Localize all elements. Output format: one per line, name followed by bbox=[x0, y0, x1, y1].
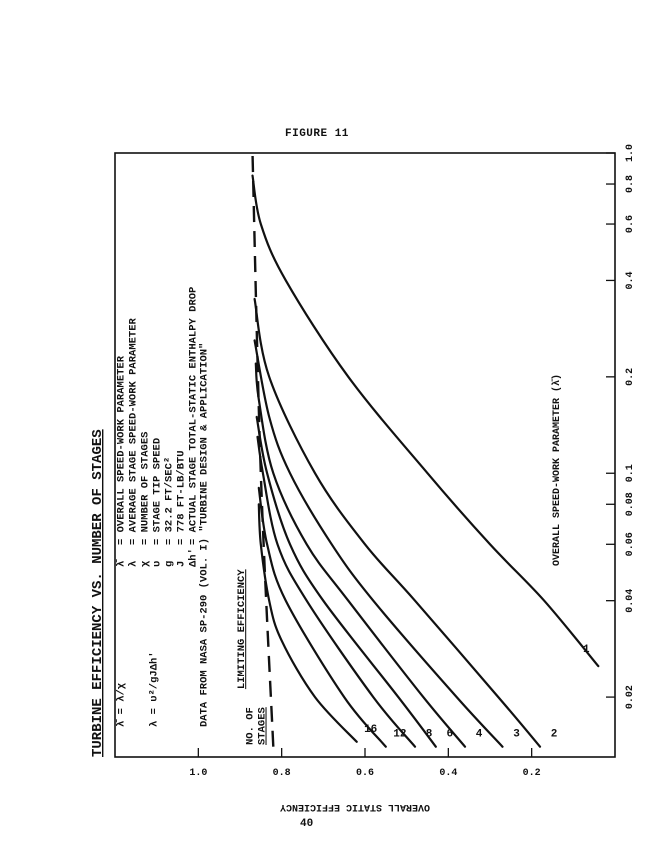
definition-text: = STAGE TIP SPEED bbox=[151, 437, 164, 545]
curve-label-6: 6 bbox=[446, 728, 454, 741]
curve-label-2: 2 bbox=[550, 728, 558, 741]
x-tick-label: 0.06 bbox=[625, 532, 636, 557]
x-tick-label: 0.1 bbox=[625, 464, 636, 483]
curve-16-stages bbox=[259, 504, 357, 742]
y-tick-label-group bbox=[439, 768, 457, 779]
definition-symbol: λ bbox=[127, 560, 140, 567]
definition-text: = 32.2 FT/SEC² bbox=[163, 456, 176, 545]
y-tick-label: 0.4 bbox=[439, 768, 458, 779]
curve-6-stages bbox=[257, 417, 436, 747]
curve-1-stages bbox=[253, 176, 599, 667]
curve-label-group bbox=[447, 729, 454, 741]
formula-2: λ = υ²/gJΔh' bbox=[148, 651, 161, 727]
definition-symbol: J bbox=[175, 560, 188, 567]
curve-label-1: 1 bbox=[583, 644, 590, 657]
definition-symbol: χ bbox=[139, 560, 152, 567]
curve-label-group bbox=[426, 729, 433, 741]
definition-symbol: λ̄ bbox=[115, 560, 128, 567]
limiting-efficiency-label: LIMITING EFFICIENCY bbox=[236, 569, 249, 690]
curve-label-group bbox=[583, 644, 590, 656]
y-tick-label-group bbox=[273, 768, 291, 779]
definition-text: = ACTUAL STAGE TOTAL-STATIC ENTHALPY DROP bbox=[187, 286, 200, 545]
definition-symbol: g bbox=[163, 560, 176, 567]
y-tick-label: 0.2 bbox=[522, 768, 541, 779]
x-tick-label: 0.02 bbox=[625, 685, 636, 710]
curve-label-8: 8 bbox=[425, 728, 433, 741]
y-axis-label: OVERALL STATIC EFFICIENCY bbox=[279, 801, 431, 812]
curve-2-stages bbox=[255, 299, 540, 747]
y-tick-label-group bbox=[189, 768, 207, 779]
curve-label-3: 3 bbox=[513, 728, 520, 741]
x-tick-label: 0.2 bbox=[625, 367, 636, 386]
definition-symbol: υ bbox=[151, 560, 164, 567]
definition-symbol: Δh' bbox=[187, 548, 200, 567]
y-tick-label: 0.8 bbox=[272, 768, 291, 779]
chart-title: TURBINE EFFICIENCY VS. NUMBER OF STAGES bbox=[90, 429, 106, 757]
formula-1: λ̄ = λ/χ bbox=[115, 682, 128, 727]
curve-label-group bbox=[476, 729, 483, 741]
curve-label-4: 4 bbox=[475, 728, 483, 741]
curve-label-group bbox=[513, 729, 520, 741]
x-tick-label: 1.0 bbox=[625, 143, 636, 163]
x-tick-label: 0.8 bbox=[625, 175, 636, 194]
x-tick-label: 0.04 bbox=[625, 588, 636, 613]
legend-header-line2: STAGES bbox=[256, 707, 269, 745]
curve-label-16: 16 bbox=[364, 723, 378, 736]
page-number: 40 bbox=[300, 818, 314, 830]
x-tick-label: 0.6 bbox=[625, 215, 636, 234]
x-axis-label: OVERALL SPEED-WORK PARAMETER (λ̄) bbox=[552, 373, 563, 567]
definition-text: = AVERAGE STAGE SPEED-WORK PARAMETER bbox=[127, 318, 140, 545]
curve-label-group bbox=[364, 724, 377, 736]
definition-text: = 778 FT-LB/BTU bbox=[175, 450, 188, 545]
y-tick-label-group bbox=[356, 768, 374, 779]
curve-12-stages bbox=[256, 488, 386, 747]
curve-label-12: 12 bbox=[393, 728, 407, 741]
y-tick-label: 1.0 bbox=[189, 768, 208, 779]
definition-text: = OVERALL SPEED-WORK PARAMETER bbox=[115, 355, 128, 545]
figure-label: FIGURE 11 bbox=[285, 128, 349, 140]
curve-3-stages bbox=[255, 340, 503, 746]
y-tick-label: 0.6 bbox=[355, 768, 375, 779]
curve-label-group bbox=[393, 729, 406, 741]
curve-label-group bbox=[551, 729, 558, 741]
legend-header-line1: NO. OF bbox=[244, 707, 257, 745]
data-source-note: DATA FROM NASA SP-290 (VOL. I) "TURBINE DESIGN & APPLICATION" bbox=[198, 342, 211, 727]
x-tick-label: 0.4 bbox=[625, 271, 636, 290]
y-tick-label-group bbox=[523, 768, 541, 779]
x-tick-label: 0.08 bbox=[625, 492, 636, 517]
definition-text: = NUMBER OF STAGES bbox=[139, 431, 152, 545]
